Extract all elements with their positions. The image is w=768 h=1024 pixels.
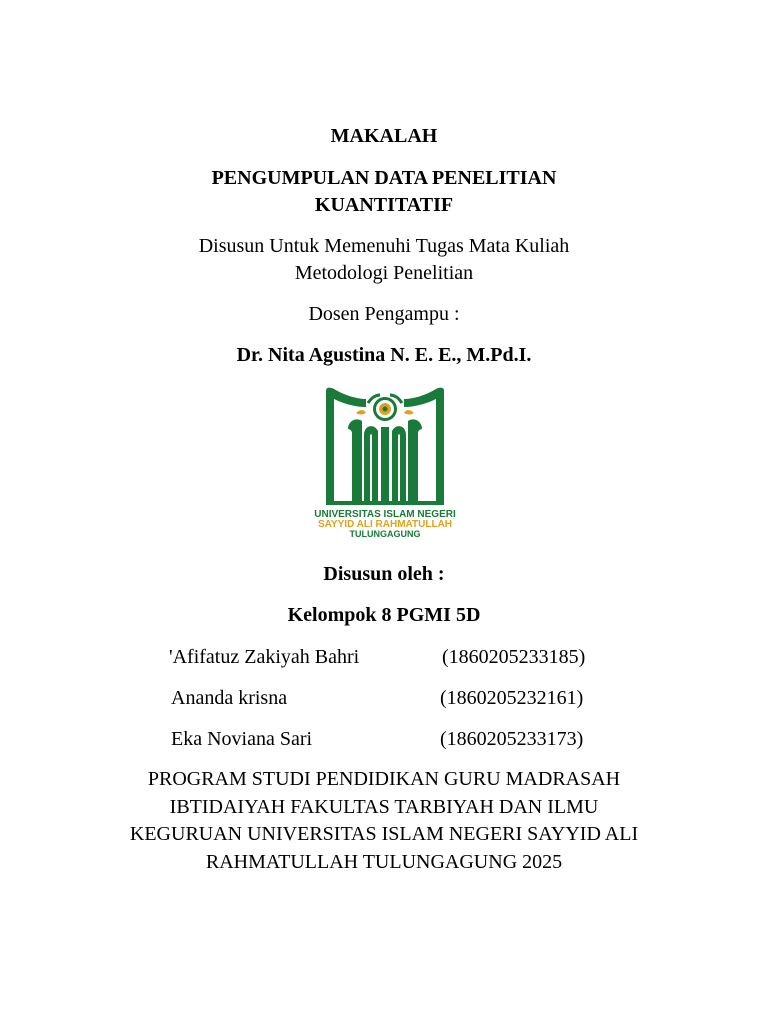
member-nim: (1860205232161) xyxy=(440,687,584,709)
member-name: 'Afifatuz Zakiyah Bahri xyxy=(169,646,360,668)
group-name: Kelompok 8 PGMI 5D xyxy=(287,604,481,626)
member-name: Ananda krisna xyxy=(171,687,288,709)
university-logo xyxy=(304,383,466,543)
logo-text-line3: TULUNGAGUNG xyxy=(349,529,421,539)
lecturer-label: Dosen Pengampu : xyxy=(308,303,460,325)
logo-text-line1: UNIVERSITAS ISLAM NEGERI xyxy=(314,509,456,520)
document-purpose: Disusun Untuk Memenuhi Tugas Mata Kuliah Metodologi Penelitian xyxy=(198,235,570,284)
lecturer-name: Dr. Nita Agustina N. E. E., M.Pd.I. xyxy=(236,344,532,366)
member-nim: (1860205233173) xyxy=(440,728,584,750)
logo-text-line2: SAYYID ALI RAHMATULLAH xyxy=(317,519,453,530)
document-heading: MAKALAH xyxy=(330,125,438,147)
member-name: Eka Noviana Sari xyxy=(171,728,313,750)
document-title: PENGUMPULAN DATA PENELITIAN KUANTITATIF xyxy=(211,167,557,216)
member-nim: (1860205233185) xyxy=(442,646,586,668)
study-program: PROGRAM STUDI PENDIDIKAN GURU MADRASAH IBTIDAIYAH FAKULTAS TARBIYAH DAN ILMU KEGURUAN UNIVERSITAS ISLAM NEGERI SAYYID ALI RAHMATULLAH TULUNGAGUNG 2025 xyxy=(129,768,639,873)
author-label: Disusun oleh : xyxy=(323,563,445,585)
